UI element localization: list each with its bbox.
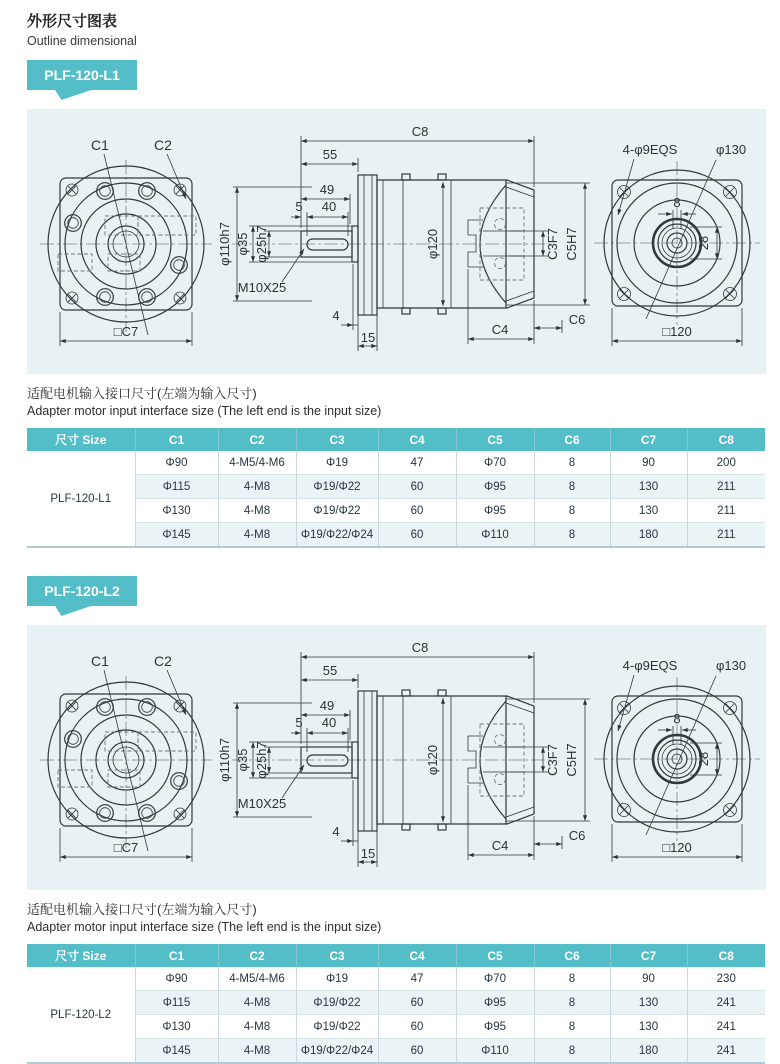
cell: 4-M5/4-M6 [218, 451, 296, 475]
cell: 8 [534, 1039, 610, 1064]
cell: 60 [378, 1015, 456, 1039]
cell: 211 [687, 499, 765, 523]
col-header: C7 [610, 944, 687, 967]
cell: 130 [610, 475, 687, 499]
cell: 241 [687, 1039, 765, 1064]
cell: 4-M8 [218, 499, 296, 523]
col-header: C6 [534, 428, 610, 451]
cell: Φ19/Φ22 [296, 991, 378, 1015]
table-row [27, 499, 765, 523]
col-header: C1 [135, 428, 218, 451]
cell: 4-M5/4-M6 [218, 967, 296, 991]
col-header: C3 [296, 944, 378, 967]
gearbox-drawing-1 [27, 109, 766, 374]
cell: 8 [534, 475, 610, 499]
cell: 60 [378, 475, 456, 499]
cell: Φ19 [296, 967, 378, 991]
col-header: C8 [687, 428, 765, 451]
table-row [27, 475, 765, 499]
cell: 47 [378, 451, 456, 475]
note-en: Adapter motor input interface size (The left end is the input size) [27, 404, 382, 418]
table-header-row [27, 944, 765, 967]
col-header: C3 [296, 428, 378, 451]
col-header: 尺寸 Size [27, 944, 135, 967]
cell: Φ95 [456, 1015, 534, 1039]
row-label: PLF-120-L2 [27, 967, 135, 1063]
badge-tail [55, 606, 91, 616]
model-badge-label: PLF-120-L1 [44, 67, 120, 83]
cell: 60 [378, 991, 456, 1015]
cell: Φ19/Φ22 [296, 475, 378, 499]
gearbox-drawing-2 [27, 625, 766, 890]
model-badge-label: PLF-120-L2 [44, 583, 120, 599]
cell: 230 [687, 967, 765, 991]
cell: Φ70 [456, 451, 534, 475]
cell: Φ95 [456, 499, 534, 523]
page [0, 10, 780, 1058]
model-badge [27, 576, 137, 606]
size-table-plf-120-l2 [27, 944, 765, 1064]
col-header: C2 [218, 944, 296, 967]
drawing-panel-1 [27, 109, 766, 374]
cell: Φ19/Φ22 [296, 1015, 378, 1039]
cell: 180 [610, 523, 687, 548]
cell: 241 [687, 1015, 765, 1039]
cell: 211 [687, 523, 765, 548]
page-title: 外形尺寸图表 [27, 13, 118, 30]
cell: 130 [610, 1015, 687, 1039]
cell: Φ130 [135, 499, 218, 523]
cell: 200 [687, 451, 765, 475]
cell: Φ19/Φ22/Φ24 [296, 1039, 378, 1064]
cell: 60 [378, 1039, 456, 1064]
table-row [27, 1015, 765, 1039]
note-en: Adapter motor input interface size (The left end is the input size) [27, 920, 382, 934]
col-header: C6 [534, 944, 610, 967]
cell: 90 [610, 451, 687, 475]
cell: 47 [378, 967, 456, 991]
cell: 4-M8 [218, 475, 296, 499]
cell: Φ110 [456, 523, 534, 548]
model-badge [27, 60, 137, 90]
cell: Φ95 [456, 475, 534, 499]
cell: 211 [687, 475, 765, 499]
cell: 4-M8 [218, 1039, 296, 1064]
cell: 130 [610, 499, 687, 523]
drawing-panel-2 [27, 625, 766, 890]
cell: Φ90 [135, 967, 218, 991]
cell: Φ95 [456, 991, 534, 1015]
cell: Φ110 [456, 1039, 534, 1064]
cell: 60 [378, 523, 456, 548]
cell: 8 [534, 451, 610, 475]
cell: Φ19/Φ22/Φ24 [296, 523, 378, 548]
cell: Φ70 [456, 967, 534, 991]
col-header: C8 [687, 944, 765, 967]
page-subtitle: Outline dimensional [27, 34, 137, 48]
col-header: C4 [378, 944, 456, 967]
col-header: C7 [610, 428, 687, 451]
col-header: 尺寸 Size [27, 428, 135, 451]
cell: 4-M8 [218, 523, 296, 548]
cell: 130 [610, 991, 687, 1015]
table-row [27, 1039, 765, 1064]
col-header: C2 [218, 428, 296, 451]
cell: 4-M8 [218, 991, 296, 1015]
cell: 90 [610, 967, 687, 991]
cell: Φ130 [135, 1015, 218, 1039]
col-header: C5 [456, 428, 534, 451]
cell: 241 [687, 991, 765, 1015]
col-header: C5 [456, 944, 534, 967]
cell: Φ19 [296, 451, 378, 475]
cell: 60 [378, 499, 456, 523]
cell: Φ145 [135, 523, 218, 548]
cell: Φ90 [135, 451, 218, 475]
table-row [27, 967, 765, 991]
note-cn: 适配电机输入接口尺寸(左端为输入尺寸) [27, 386, 257, 401]
cell: Φ19/Φ22 [296, 499, 378, 523]
cell: 180 [610, 1039, 687, 1064]
table-row [27, 523, 765, 548]
col-header: C1 [135, 944, 218, 967]
cell: Φ115 [135, 991, 218, 1015]
row-label: PLF-120-L1 [27, 451, 135, 547]
note-cn: 适配电机输入接口尺寸(左端为输入尺寸) [27, 902, 257, 917]
cell: Φ145 [135, 1039, 218, 1064]
cell: Φ115 [135, 475, 218, 499]
cell: 8 [534, 967, 610, 991]
cell: 4-M8 [218, 1015, 296, 1039]
size-table-plf-120-l1 [27, 428, 765, 548]
table-header-row [27, 428, 765, 451]
cell: 8 [534, 499, 610, 523]
table-row [27, 451, 765, 475]
cell: 8 [534, 991, 610, 1015]
table-row [27, 991, 765, 1015]
cell: 8 [534, 523, 610, 548]
col-header: C4 [378, 428, 456, 451]
section-plf-120-l1 [0, 60, 780, 548]
section-plf-120-l2 [0, 576, 780, 1064]
badge-tail [55, 90, 91, 100]
cell: 8 [534, 1015, 610, 1039]
